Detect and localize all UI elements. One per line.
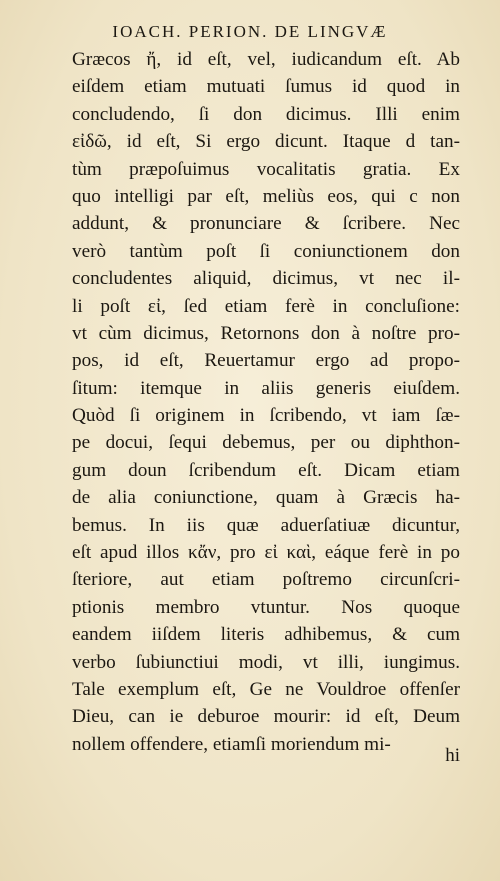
text-line: tùm præpoſuimus vocalitatis gratia. Ex: [72, 158, 460, 180]
text-line: eiſdem etiam mutuati ſumus id quod in: [72, 76, 460, 98]
text-line: de alia coniunctione, quam à Græcis ha-: [72, 487, 460, 509]
text-line: pos, id eſt, Reuertamur ergo ad propo-: [72, 350, 460, 372]
text-line: eandem iiſdem literis adhibemus, & cum: [72, 624, 460, 646]
text-line: nollem offendere, etiamſi moriendum mi-: [72, 733, 391, 755]
text-line: eſt apud illos κἄν, pro εἰ καὶ, eáque ferè in po: [72, 542, 460, 564]
text-line: li poſt εἰ, ſed etiam ferè in concluſione:: [72, 295, 460, 317]
text-line: addunt, & pronunciare & ſcribere. Nec: [72, 213, 460, 235]
text-line: verò tantùm poſt ſi coniunctionem don: [72, 240, 460, 262]
text-line: verbo ſubiunctiui modi, vt illi, iungimus.: [72, 651, 460, 673]
text-line: vt cùm dicimus, Retornons don à noſtre pro-: [72, 322, 460, 344]
text-line: ptionis membro vtuntur. Nos quoque: [72, 596, 460, 618]
body-text: [72, 46, 460, 758]
text-line: εἰδῶ, id eſt, Si ergo dicunt. Itaque d tan-: [72, 131, 460, 153]
text-line: concludendo, ſi don dicimus. Illi enim: [72, 103, 460, 125]
text-line: gum doun ſcribendum eſt. Dicam etiam: [72, 459, 460, 481]
running-head: IOACH. PERION. DE LINGVÆ: [112, 22, 388, 41]
text-line: concludentes aliquid, dicimus, vt nec il-: [72, 268, 460, 290]
catchword: hi: [445, 745, 460, 766]
text-line: quo intelligi par eſt, meliùs eos, qui c non: [72, 185, 460, 207]
text-line: Quòd ſi originem in ſcribendo, vt iam ſæ-: [72, 405, 460, 427]
text-line: bemus. In iis quæ aduerſatiuæ dicuntur,: [72, 514, 460, 536]
text-line: Dieu, can ie deburoe mourir: id eſt, Deum: [72, 706, 460, 728]
text-line: ſteriore, aut etiam poſtremo circunſcri-: [72, 569, 460, 591]
text-line: ſitum: itemque in aliis generis eiuſdem.: [72, 377, 460, 399]
text-line: Tale exemplum eſt, Ge ne Vouldroe offenſer: [72, 678, 460, 700]
text-line: Græcos ἤ, id eſt, vel, iudicandum eſt. Ab: [72, 49, 460, 70]
text-line: pe docui, ſequi debemus, per ou diphthon-: [72, 432, 460, 454]
